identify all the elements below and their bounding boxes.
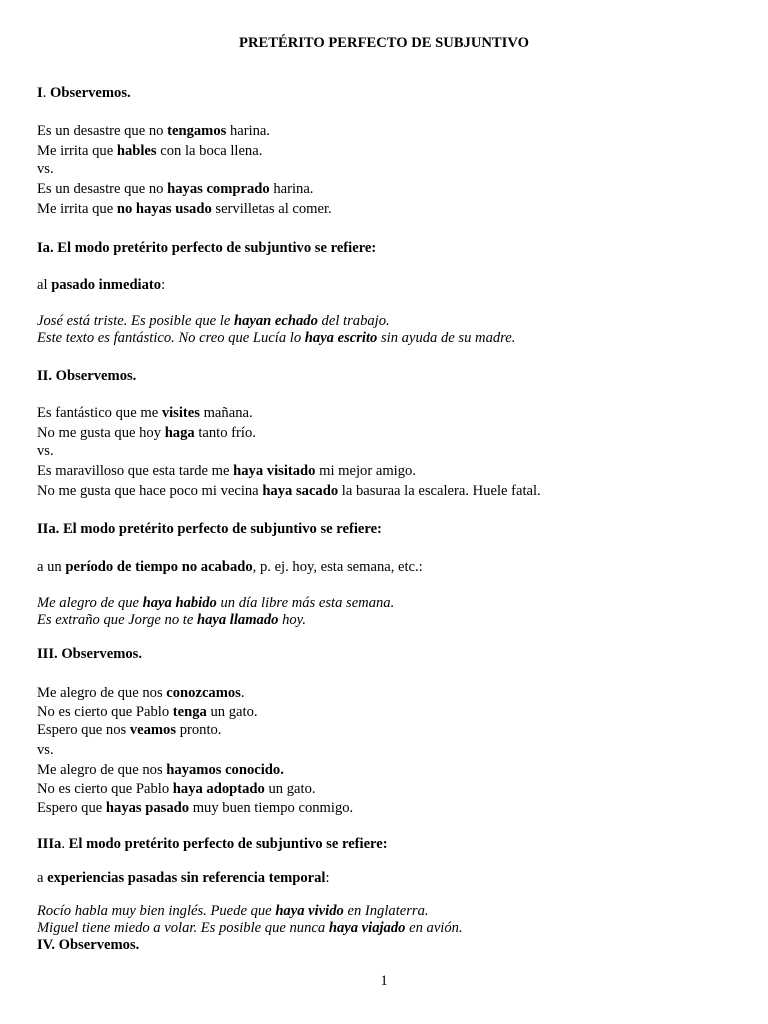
text-run: . [61,836,69,852]
text-run: Es un desastre que no [37,123,168,139]
bold-text: visites [161,405,200,421]
text-run: Espero que nos [37,722,130,738]
text-run: la basuraa la escalera. Huele fatal. [338,483,541,499]
text-line [37,160,54,178]
text-line [37,200,332,218]
text-line [37,122,270,140]
text-line [37,919,463,937]
text-line [37,276,165,294]
bold-text: Observemos. [49,85,131,101]
text-line [37,703,258,721]
text-line [37,482,541,500]
text-run: con la boca llena. [156,143,263,159]
text-run: vs. [37,161,54,177]
bold-text: haya habido [142,595,217,611]
text-line [37,329,515,347]
text-run: . [240,685,245,701]
text-run: harina. [269,181,314,197]
text-run: . [42,85,50,101]
text-line [37,462,416,480]
bold-text: hayas comprado [167,181,270,197]
text-run: No es cierto que Pablo [37,781,173,797]
text-line [37,424,256,442]
text-run: al [37,277,52,293]
text-run: Me alegro de que nos [37,762,167,778]
text-run: pronto. [176,722,222,738]
text-line [37,520,382,538]
text-run: Espero que [37,800,106,816]
text-run: sin ayuda de su madre. [377,330,516,346]
text-line [37,442,54,460]
text-run: Es un desastre que no [37,181,168,197]
text-line [37,684,245,702]
text-line [37,761,284,779]
text-run: del trabajo. [317,313,390,329]
bold-text: haya sacado [262,483,339,499]
text-run: Miguel tiene miedo a volar. Es posible que nunca [37,920,329,936]
bold-text: período de tiempo no acabado [65,559,253,575]
text-run: : [161,277,166,293]
text-run: , p. ej. hoy, esta semana, etc.: [252,559,423,575]
text-line [37,312,390,330]
bold-text: veamos [129,722,177,738]
text-line [37,84,131,102]
text-line [37,741,54,759]
text-run: Es fantástico que me [37,405,162,421]
text-line [37,367,136,385]
bold-text: hayas pasado [105,800,190,816]
page-number: 1 [380,973,388,989]
text-run: en Inglaterra. [343,903,429,919]
page-title: PRETÉRITO PERFECTO DE SUBJUNTIVO [239,35,529,51]
text-run: vs. [37,443,54,459]
bold-text: IV. Observemos. [37,937,140,953]
text-line [37,902,429,920]
text-run: No me gusta que hoy [37,425,165,441]
text-run: muy buen tiempo conmigo. [189,800,354,816]
text-run: Este texto es fantástico. No creo que Lucía lo [37,330,305,346]
bold-text: I [37,85,43,101]
text-line [37,404,253,422]
text-run: Me irrita que [37,143,117,159]
text-run: No me gusta que hace poco mi vecina [37,483,263,499]
text-run: Rocío habla muy bien inglés. Puede que [37,903,276,919]
bold-text: El modo pretérito perfecto de subjuntivo se refiere: [68,836,388,852]
text-run: Me alegro de que nos [37,685,167,701]
bold-text: pasado inmediato [51,277,162,293]
bold-text: hayamos conocido. [166,762,284,778]
bold-text: III. Observemos. [37,646,142,662]
text-run: tanto frío. [194,425,256,441]
text-line [37,780,316,798]
text-run: No es cierto que Pablo [37,704,173,720]
bold-text: experiencias pasadas sin referencia temporal [47,870,326,886]
text-run: un gato. [264,781,316,797]
bold-text: hables [116,143,157,159]
text-line [37,611,306,629]
bold-text: no hayas usado [116,201,212,217]
bold-text: haga [164,425,195,441]
text-line [37,180,313,198]
text-run: hoy. [278,612,306,628]
text-run: vs. [37,742,54,758]
text-run: en avión. [405,920,463,936]
text-run: Es maravilloso que esta tarde me [37,463,234,479]
text-line [37,239,376,257]
text-line [37,835,388,853]
bold-text: haya escrito [304,330,378,346]
bold-text: tengamos [167,123,227,139]
text-run: : [325,870,330,886]
bold-text: tenga [172,704,207,720]
bold-text: haya adoptado [172,781,265,797]
text-run: servilletas al comer. [211,201,332,217]
text-run: Es extraño que Jorge no te [37,612,197,628]
text-run: José está triste. Es posible que le [37,313,234,329]
text-line [37,645,142,663]
text-run: a un [37,559,66,575]
bold-text: haya llamado [196,612,279,628]
text-run: mañana. [199,405,253,421]
text-line [37,558,423,576]
text-run: a [37,870,48,886]
text-run: harina. [226,123,271,139]
bold-text: haya visitado [233,463,316,479]
bold-text: haya vivido [275,903,344,919]
text-line [37,799,353,817]
text-line [37,142,262,160]
text-line [37,594,394,612]
bold-text: II. Observemos. [37,368,137,384]
text-line [37,721,221,739]
text-run: mi mejor amigo. [315,463,416,479]
bold-text: hayan echado [233,313,318,329]
bold-text: IIIa [37,836,62,852]
text-run: Me alegro de que [37,595,143,611]
bold-text: IIa. El modo pretérito perfecto de subjuntivo se refiere: [37,521,382,537]
text-run: un gato. [206,704,258,720]
text-run: un día libre más esta semana. [216,595,395,611]
text-line [37,869,330,887]
bold-text: conozcamos [166,685,241,701]
text-line [37,936,139,954]
text-run: Me irrita que [37,201,117,217]
bold-text: Ia. El modo pretérito perfecto de subjuntivo se refiere: [37,240,377,256]
bold-text: haya viajado [328,920,406,936]
